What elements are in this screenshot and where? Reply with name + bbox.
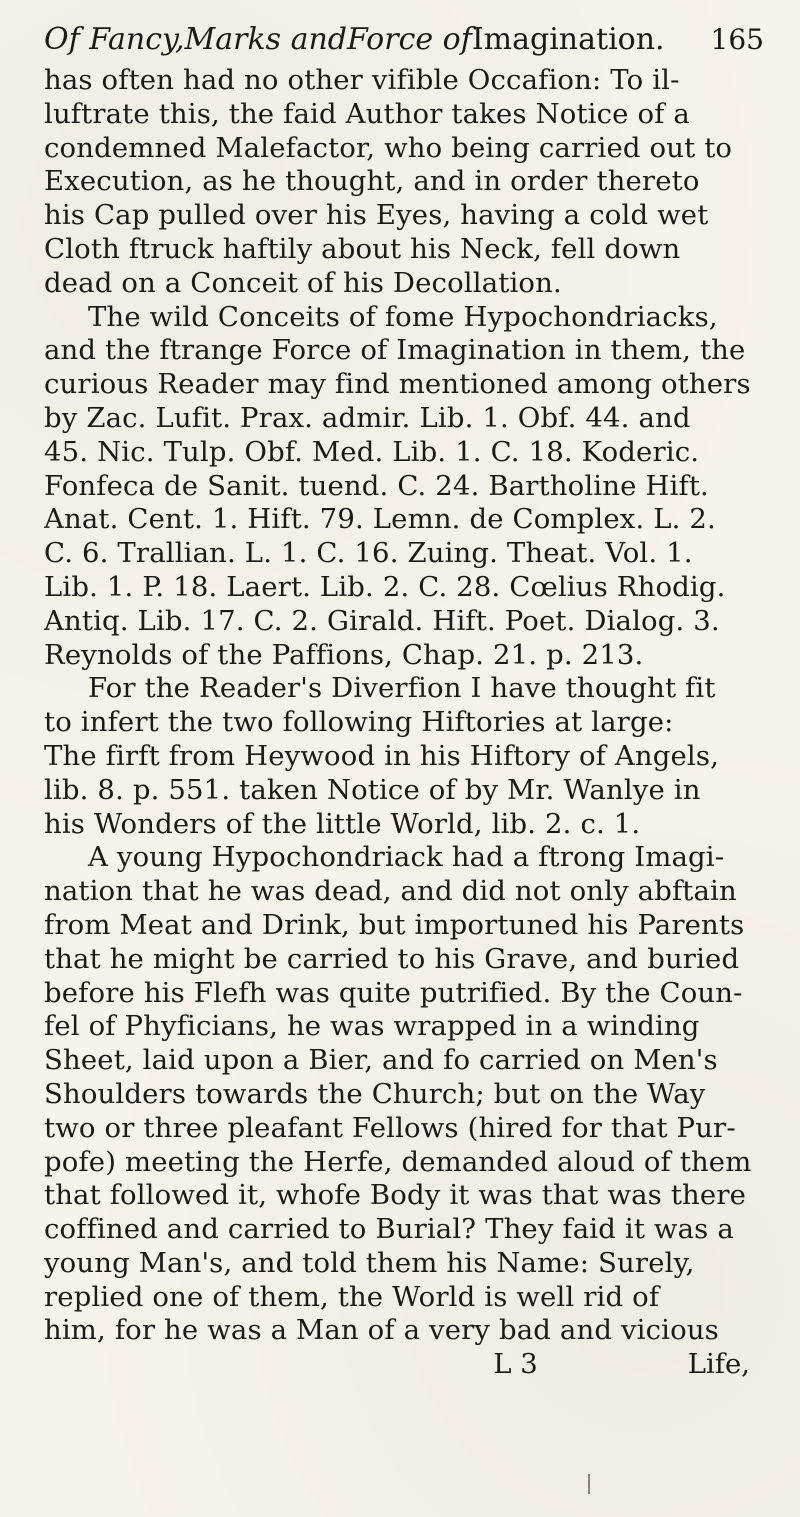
text-line: his Cap pulled over his Eyes, having a cold wet xyxy=(44,199,709,232)
text-line: Anat. Cent. 1. Hift. 79. Lemn. de Complex. L. 2. xyxy=(44,503,716,536)
text-line: Fonfeca de Sanit. tuend. C. 24. Bartholine Hift. xyxy=(44,469,709,502)
text-line: A young Hypochondriack had a ftrong Imagi- xyxy=(88,841,725,874)
text-line: pofe) meeting the Herfe, demanded aloud of them xyxy=(44,1145,752,1178)
text-line: his Wonders of the little World, lib. 2. c. 1. xyxy=(44,807,641,840)
text-line: The firft from Heywood in his Hiftory of Angels, xyxy=(44,739,720,772)
text-line: Shoulders towards the Church; but on the Way xyxy=(44,1077,706,1110)
text-line: fel of Phyficians, he was wrapped in a winding xyxy=(44,1010,700,1043)
running-title xyxy=(44,18,665,62)
text-line: him, for he was a Man of a very bad and vicious xyxy=(44,1314,719,1347)
text-line: C. 6. Trallian. L. 1. C. 16. Zuing. Theat. Vol. 1. xyxy=(44,537,693,570)
text-line: dead on a Conceit of his Decollation. xyxy=(44,266,562,299)
text-line: Cloth ftruck haftily about his Neck, fell down xyxy=(44,232,681,265)
text-line: before his Flefh was quite putrified. By the Coun- xyxy=(44,976,743,1009)
text-line: The wild Conceits of fome Hypochondriacks, xyxy=(88,300,718,333)
text-line: has often had no other vifible Occafion: To il- xyxy=(44,64,680,96)
text-line: replied one of them, the World is well rid of xyxy=(44,1280,660,1313)
text-line: from Meat and Drink, but importuned his Parents xyxy=(44,908,745,941)
signature-mark: L 3 xyxy=(493,1348,538,1381)
text-line: Sheet, laid upon a Bier, and fo carried on Men's xyxy=(44,1044,718,1077)
text-line: condemned Malefactor, who being carried out to xyxy=(44,131,733,164)
text-line: For the Reader's Diverfion I have thought fit xyxy=(88,672,716,705)
text-line: luftrate this, the faid Author takes Notice of a xyxy=(44,97,690,130)
text-line: 45. Nic. Tulp. Obf. Med. Lib. 1. C. 18. Koderic. xyxy=(44,435,700,468)
running-title-roman: Imagination. xyxy=(471,22,665,57)
text-line: Antiq. Lib. 17. C. 2. Girald. Hift. Poet. Dialog. 3. xyxy=(44,604,720,637)
text-line: by Zac. Lufit. Prax. admir. Lib. 1. Obf. 44. and xyxy=(44,401,691,434)
text-line: Lib. 1. P. 18. Laert. Lib. 2. C. 28. Cœlius Rhodig. xyxy=(44,570,726,603)
text-line: Reynolds of the Paffions, Chap. 21. p. 213. xyxy=(44,638,644,671)
body-text xyxy=(44,64,764,1348)
margin-mark xyxy=(588,1474,590,1494)
running-head xyxy=(44,18,764,62)
text-line: nation that he was dead, and did not only abftain xyxy=(44,875,737,908)
text-line: Execution, as he thought, and in order thereto xyxy=(44,165,700,198)
text-line: and the ftrange Force of Imagination in them, the xyxy=(44,334,746,367)
text-line: coffined and carried to Burial? They faid it was a xyxy=(44,1213,734,1246)
text-line: that followed it, whofe Body it was that was there xyxy=(44,1179,747,1212)
text-line: lib. 8. p. 551. taken Notice of by Mr. Wanlye in xyxy=(44,773,701,806)
text-line: to infert the two following Hiftories at large: xyxy=(44,706,674,739)
running-title-italic: Of Fancy,Marks andForce of xyxy=(44,22,472,57)
catchword: Life, xyxy=(687,1348,750,1381)
text-line: young Man's, and told them his Name: Surely, xyxy=(44,1246,695,1279)
text-line: curious Reader may find mentioned among others xyxy=(44,368,751,401)
page-number: 165 xyxy=(710,23,764,56)
signature-footer xyxy=(44,1348,764,1382)
text-line: two or three pleafant Fellows (hired for that Pur- xyxy=(44,1111,736,1144)
text-line: that he might be carried to his Grave, and buried xyxy=(44,942,740,975)
